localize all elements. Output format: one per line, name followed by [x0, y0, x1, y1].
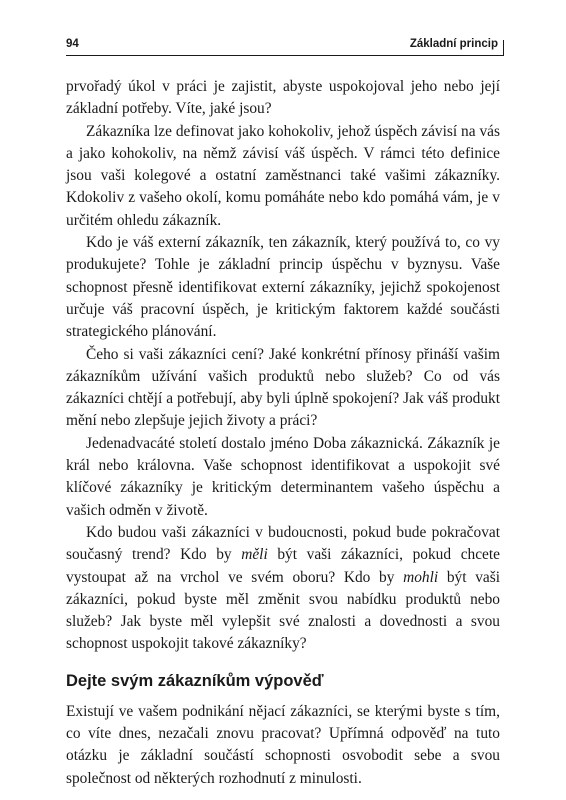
- paragraph-4: Čeho si vaši zákazníci cení? Jaké konkrétní přínosy přináší vašim zákazníkům užívání vašich produktů nebo služeb? Co od vás zákazníci chtějí a potřebují, aby byli úplně spokojení? Jak váš produkt mění nebo zlepšuje jejich životy a práci?: [66, 345, 500, 430]
- running-head: Základní princip: [409, 38, 498, 50]
- paragraph-3: Kdo je váš externí zákazník, ten zákazník, který používá to, co vy produkujete? Tohle je základní princip úspěchu v byznysu. Vaše schopnost přesně identifikovat externí zákazníky, jejichž spokojenost určuje váš pracovní úspěch, je kritickým faktorem každé součásti strategického plánování.: [66, 234, 500, 341]
- paragraph-6-text-a: Kdo budou vaši zákazníci v budoucnosti, pokud bude pokračovat současný trend? Kdo by: [66, 523, 500, 564]
- paragraph-6-emphasis-meli: měli: [241, 546, 268, 564]
- paragraph-6-text-c: být vaši zákazníci, pokud byste měl změnit svou nabídku produktů nebo služeb? Jak byste měl vylepšit své znalosti a dovednosti a svou schopnost uspokojit takové zákazníky?: [66, 568, 501, 653]
- paragraph-1: prvořadý úkol v práci je zajistit, abyste uspokojoval jeho nebo její základní potřeby. Víte, jaké jsou?: [66, 78, 500, 118]
- paragraph-6-text-b: být vaši zákazníci, pokud chcete vystoupat až na vrchol ve svém oboru? Kdo by: [66, 546, 500, 586]
- page-body: [66, 76, 500, 790]
- paragraph-2: Zákazníka lze definovat jako kohokoliv, jehož úspěch závisí na vás a jako kohokoliv, na němž závisí váš úspěch. V rámci této definice jsou vaši kolegové a ostatní zaměstnanci také vašimi zákazníky. Kdokoliv z vašeho okolí, komu pomáháte nebo kdo pomáhá vám, je v určitém ohledu zákazník.: [66, 122, 500, 229]
- page-header: [66, 36, 498, 52]
- section-heading: Dejte svým zákazníkům výpověď: [66, 671, 324, 690]
- header-rule: [66, 55, 503, 56]
- paragraph-5: Jedenadvacáté století dostalo jméno Doba zákaznická. Zákazník je král nebo královna. Vaše schopnost identifikovat a uspokojit své klíčové zákazníky je kritickým determinantem vašeho úspěchu a vašich odměn v životě.: [66, 434, 500, 519]
- page-number: 94: [66, 38, 79, 50]
- paragraph-6: [66, 522, 500, 656]
- header-rule-end: [503, 40, 504, 56]
- paragraph-7: Existují ve vašem podnikání nějací zákazníci, se kterými byste s tím, co víte dnes, nezačali znovu pracovat? Upřímná odpověď na tuto otázku je základní součástí schopnosti osvobodit sebe a svou společnost od některých rozhodnutí z minulosti.: [66, 702, 500, 787]
- paragraph-6-emphasis-mohli: mohli: [403, 568, 439, 586]
